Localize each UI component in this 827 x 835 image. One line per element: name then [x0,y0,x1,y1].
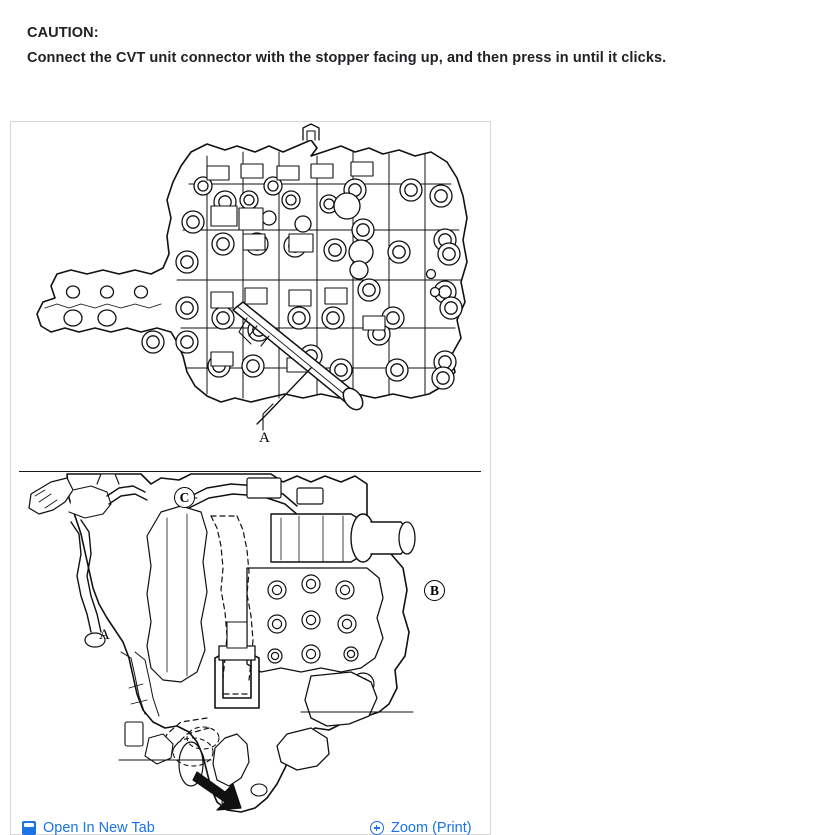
new-tab-icon [22,821,36,835]
caution-text: Connect the CVT unit connector with the stopper facing up, and then press in until it clicks. [27,50,667,66]
callout-label-a-bottom: A [99,627,110,643]
valve-body-top-view-illustration [11,122,491,472]
zoom-in-icon [370,821,384,835]
figure-toolbar [10,820,491,835]
figure-panel [10,121,491,835]
valve-body-bottom-view-illustration [11,472,491,817]
caution-block [27,22,787,69]
callout-label-b-bottom: B [424,580,445,601]
zoom-print-label: Zoom (Print) [391,820,472,835]
open-in-new-tab-button[interactable] [22,820,155,835]
zoom-print-button[interactable] [370,820,472,835]
callout-label-c-bottom: C [174,487,195,508]
caution-title: CAUTION: [27,25,99,41]
open-in-new-tab-label: Open In New Tab [43,820,155,835]
callout-label-a-top: A [259,430,270,446]
